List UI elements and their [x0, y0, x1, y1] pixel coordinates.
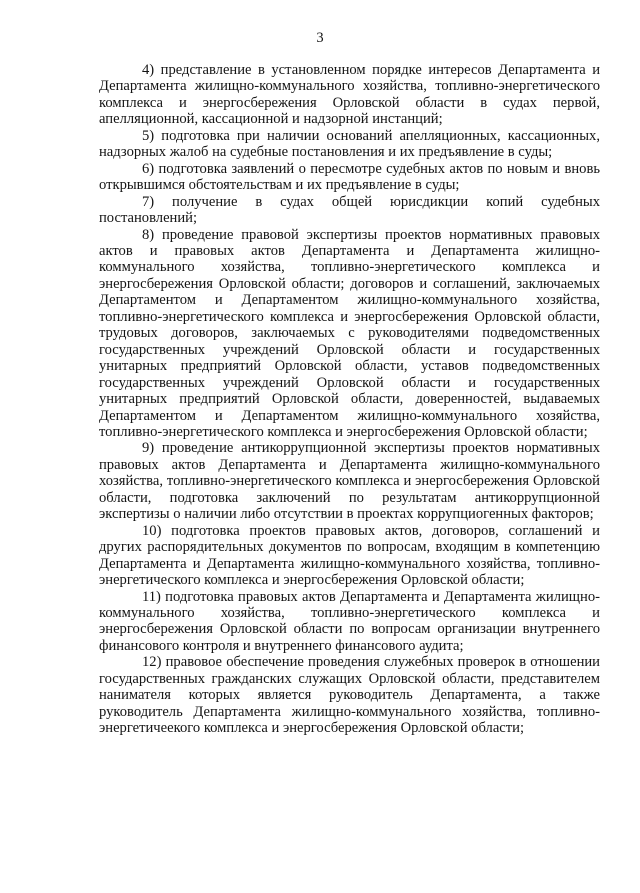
paragraph-item-10: 10) подготовка проектов правовых актов, договоров, соглашений и других распорядительных документов по вопросам, входящим в компетенцию Департамента и Департамента жилищно-коммунального хозяйства, топливно-энергетического комплекса и энергосбережения Орловской области; [99, 522, 600, 589]
paragraph-item-5: 5) подготовка при наличии оснований апелляционных, кассационных, надзорных жалоб на судебные постановления и их предъявление в суды; [99, 127, 600, 161]
paragraph-item-9: 9) проведение антикоррупционной экспертизы проектов нормативных правовых актов Департамента и Департамента жилищно-коммунального хозяйства, топливно-энергетического комплекса и энергосбережения Орловской области, подготовка заключений по результатам антикоррупционной экспертизы о наличии либо отсутствии в проектах коррупциогенных факторов; [99, 440, 600, 523]
paragraph-item-4: 4) представление в установленном порядке интересов Департамента и Департамента жилищно-коммунального хозяйства, топливно-энергетического комплекса и энергосбережения Орловской области в судах первой, апелляционной, кассационной и надзорной инстанций; [99, 62, 600, 128]
page-number: 3 [316, 30, 324, 46]
paragraph-item-7: 7) получение в судах общей юрисдикции копий судебных постановлений; [99, 193, 600, 227]
paragraph-item-8: 8) проведение правовой экспертизы проектов нормативных правовых актов и правовых актов Департамента и Департамента жилищно-коммунального хозяйства, топливно-энергетического комплекса и энергосбережения Орловской области; договоров и соглашений, заключаемых Департаментом и Департаментом жилищно-коммунального хозяйства, топливно-энергетического комплекса и энергосбережения Орловской области, трудовых договоров, заключаемых с руководителями подведомственных государственных учреждений Орловской области и государственных унитарных предприятий Орловской области, уставов подведомственных государственных учреждений Орловской области и государственных унитарных предприятий Орловской области, доверенностей, выдаваемых Департаментом и Департаментом жилищно-коммунального хозяйства, топливно-энергетического комплекса и энергосбережения Орловской области; [99, 226, 600, 440]
paragraph-item-12: 12) правовое обеспечение проведения служебных проверок в отношении государственных гражданских служащих Орловской области, представителем нанимателя которых является руководитель Департамента, а также руководитель Департамента жилищно-коммунального хозяйства, топливно-энергетичеекого комплекса и энергосбережения Орловской области; [99, 654, 600, 737]
paragraph-item-6: 6) подготовка заявлений о пересмотре судебных актов по новым и вновь открывшимся обстоятельствам и их предъявление в суды; [99, 160, 600, 194]
document-body [99, 62, 600, 737]
paragraph-item-11: 11) подготовка правовых актов Департамента и Департамента жилищно-коммунального хозяйства, топливно-энергетического комплекса и энергосбережения Орловской области по вопросам организации внутреннего финансового контроля и внутреннего финансового аудита; [99, 588, 600, 654]
